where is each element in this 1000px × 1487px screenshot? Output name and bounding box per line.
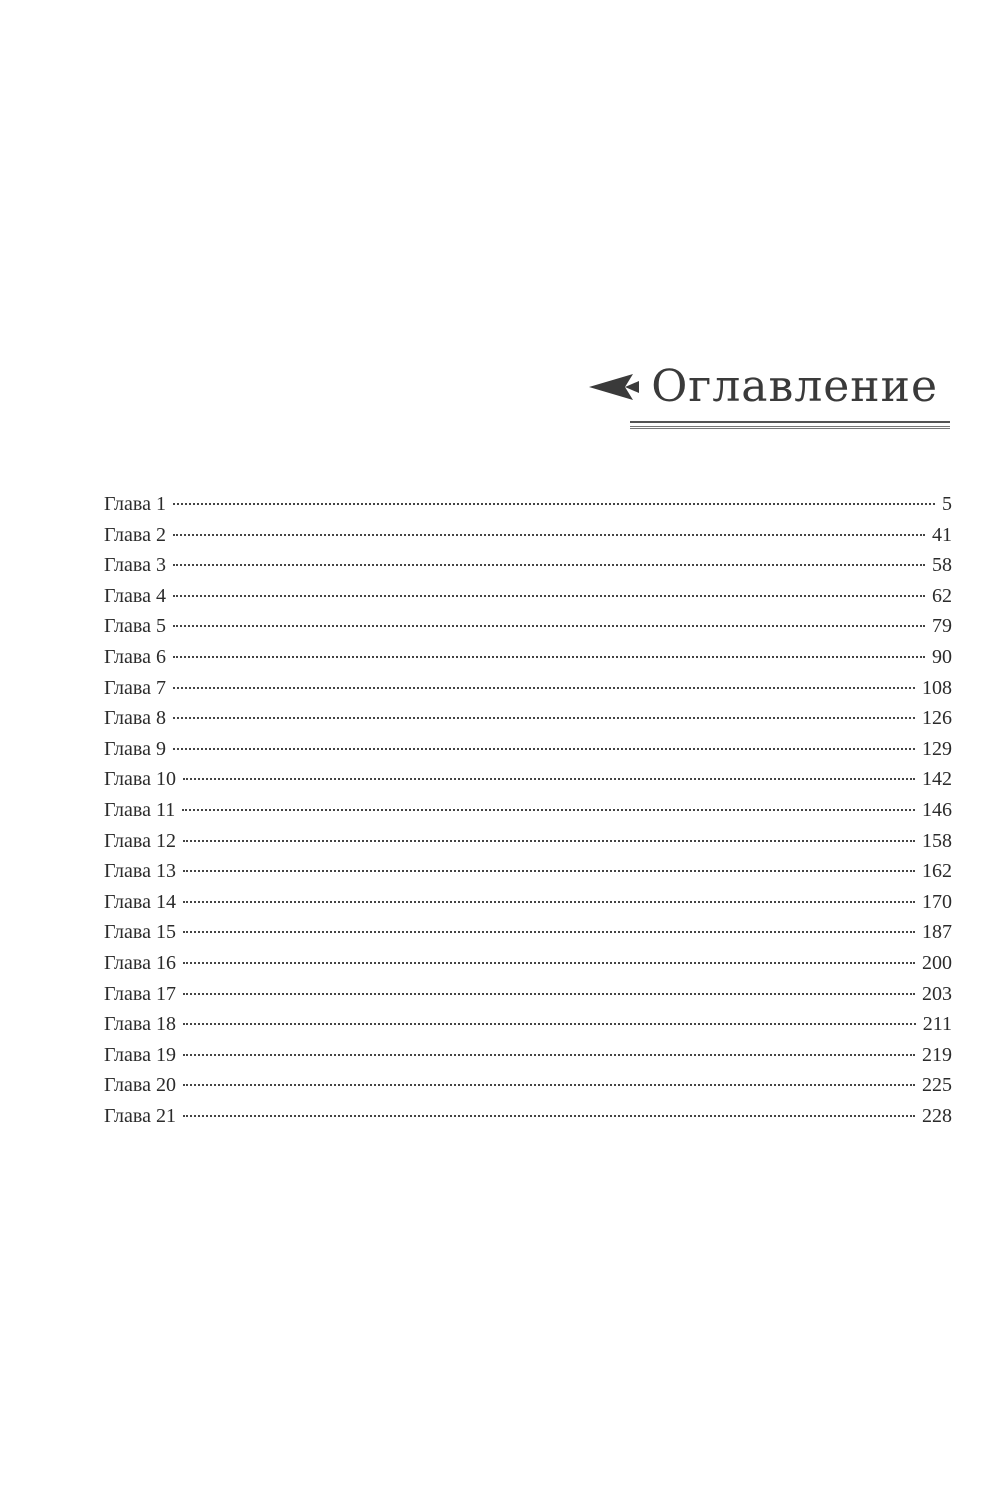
toc-entry[interactable]: [104, 611, 952, 642]
toc-entry[interactable]: [104, 1070, 952, 1101]
toc-entry-label: Глава 5: [104, 615, 166, 638]
toc-entry-page-number: 228: [922, 1104, 952, 1127]
toc-dot-leader: [183, 992, 915, 995]
toc-entry[interactable]: [104, 673, 952, 704]
toc-dot-leader: [173, 716, 915, 719]
toc-dot-leader: [183, 1083, 915, 1086]
toc-dot-leader: [183, 1022, 916, 1025]
toc-entry-page-number: 142: [922, 768, 952, 791]
toc-entry[interactable]: [104, 642, 952, 673]
toc-entry-label: Глава 18: [104, 1013, 176, 1036]
toc-entry-page-number: 126: [922, 707, 952, 730]
toc-entry-label: Глава 13: [104, 860, 176, 883]
toc-entry-label: Глава 16: [104, 951, 176, 974]
toc-dot-leader: [182, 808, 915, 811]
toc-entry-page-number: 225: [922, 1074, 952, 1097]
toc-entry[interactable]: [104, 856, 952, 887]
toc-dot-leader: [183, 1114, 915, 1117]
toc-entry-label: Глава 17: [104, 982, 176, 1005]
toc-entry-page-number: 187: [922, 921, 952, 944]
toc-entry-label: Глава 9: [104, 737, 166, 760]
arrow-left-icon: [589, 372, 641, 402]
toc-entry-label: Глава 11: [104, 798, 176, 821]
toc-entry-page-number: 41: [932, 523, 952, 546]
toc-entry-label: Глава 20: [104, 1074, 176, 1097]
toc-entry-label: Глава 12: [104, 829, 176, 852]
toc-entry-page-number: 58: [932, 554, 952, 577]
toc-dot-leader: [183, 930, 915, 933]
toc-dot-leader: [173, 655, 925, 658]
toc-entry-page-number: 146: [922, 798, 952, 821]
toc-entry[interactable]: [104, 550, 952, 581]
toc-entry-page-number: 108: [922, 676, 952, 699]
toc-entry[interactable]: [104, 826, 952, 857]
toc-dot-leader: [183, 961, 915, 964]
toc-entry-page-number: 162: [922, 860, 952, 883]
toc-entry-page-number: 62: [932, 584, 952, 607]
toc-entry-label: Глава 10: [104, 768, 176, 791]
toc-dot-leader: [173, 563, 925, 566]
toc-heading: [560, 355, 950, 435]
toc-entry-label: Глава 15: [104, 921, 176, 944]
toc-entry[interactable]: [104, 581, 952, 612]
toc-dot-leader: [173, 502, 935, 505]
toc-entry-label: Глава 19: [104, 1043, 176, 1066]
toc-dot-leader: [173, 594, 925, 597]
toc-entry[interactable]: [104, 917, 952, 948]
toc-entry[interactable]: [104, 887, 952, 918]
toc-entry-page-number: 219: [922, 1043, 952, 1066]
toc-entry-page-number: 5: [942, 493, 952, 515]
heading-title-group: [589, 361, 938, 412]
toc-entry-page-number: 203: [922, 982, 952, 1005]
toc-entry[interactable]: [104, 734, 952, 765]
page-title: Оглавление: [651, 361, 938, 412]
toc-entry[interactable]: [104, 1040, 952, 1071]
toc-entry-label: Глава 7: [104, 676, 166, 699]
toc-entry-label: Глава 8: [104, 707, 166, 730]
toc-entry[interactable]: [104, 489, 952, 520]
toc-dot-leader: [183, 777, 915, 780]
toc-entry-page-number: 170: [922, 890, 952, 913]
toc-dot-leader: [173, 747, 915, 750]
toc-entry[interactable]: [104, 795, 952, 826]
toc-dot-leader: [173, 533, 925, 536]
toc-entry-label: Глава 4: [104, 584, 166, 607]
toc-entry-page-number: 200: [922, 951, 952, 974]
toc-dot-leader: [183, 1053, 915, 1056]
toc-entry[interactable]: [104, 764, 952, 795]
toc-entry-label: Глава 3: [104, 554, 166, 577]
toc-entry-page-number: 79: [932, 615, 952, 638]
heading-underline-thin: [630, 428, 950, 429]
toc-dot-leader: [173, 624, 925, 627]
toc-entry-label: Глава 2: [104, 523, 166, 546]
toc-entry-label: Глава 6: [104, 645, 166, 668]
toc-entry[interactable]: [104, 520, 952, 551]
toc-entry-label: Глава 21: [104, 1104, 176, 1127]
toc-entry[interactable]: [104, 979, 952, 1010]
toc-dot-leader: [183, 839, 915, 842]
toc-entry-page-number: 211: [922, 1013, 952, 1036]
toc-entry[interactable]: [104, 703, 952, 734]
heading-underline: [630, 421, 950, 427]
toc-dot-leader: [183, 869, 915, 872]
toc-dot-leader: [183, 900, 915, 903]
table-of-contents: [104, 489, 952, 1131]
toc-entry-label: Глава 14: [104, 890, 176, 913]
toc-entry[interactable]: [104, 1101, 952, 1132]
toc-dot-leader: [173, 686, 915, 689]
toc-entry-page-number: 158: [922, 829, 952, 852]
toc-entry-page-number: 90: [932, 645, 952, 668]
toc-entry-page-number: 129: [922, 737, 952, 760]
toc-entry[interactable]: [104, 1009, 952, 1040]
toc-entry-label: Глава 1: [104, 493, 166, 515]
toc-entry[interactable]: [104, 948, 952, 979]
